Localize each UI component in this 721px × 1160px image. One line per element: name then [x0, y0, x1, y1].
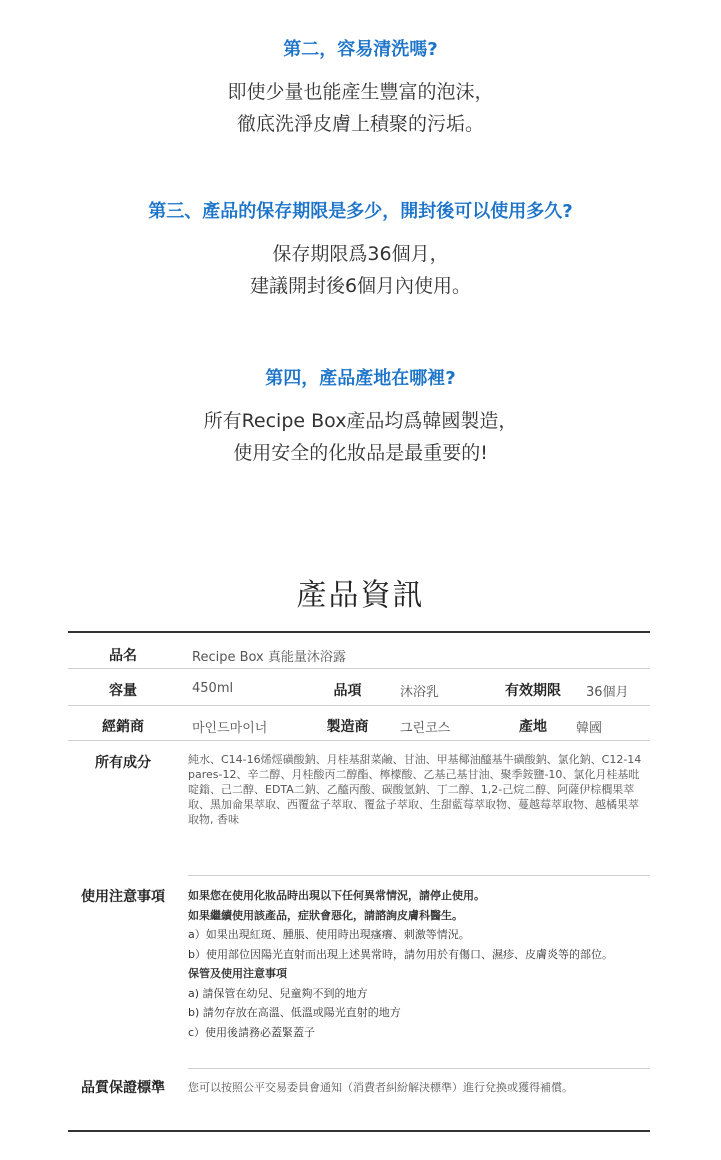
- faq-question: 第三、產品的保存期限是多少，開封後可以使用多久?: [148, 201, 573, 222]
- row-divider: [188, 875, 650, 876]
- distributor-value: 마인드마이너: [192, 721, 268, 736]
- manufacturer-label: 製造商: [326, 719, 369, 735]
- faq-question: 第四，產品產地在哪裡?: [265, 368, 456, 389]
- faq-block-4: [0, 367, 721, 469]
- distributor-label: 經銷商: [102, 719, 144, 735]
- capacity-value: 450ml: [192, 681, 234, 696]
- caution-label: 使用注意事項: [81, 889, 165, 905]
- origin-value: 韓國: [576, 721, 603, 736]
- origin-label: 產地: [519, 719, 547, 735]
- faq-answer-line: 建議開封後6個月內使用。: [249, 275, 472, 297]
- row-divider: [68, 668, 650, 669]
- faq-answer-line: 保存期限爲36個月，: [272, 243, 449, 265]
- caution-line: 如果您在使用化妝品時出現以下任何異常情況，請停止使用。: [188, 889, 485, 902]
- table-top-rule: [68, 631, 650, 633]
- caution-line: 保管及使用注意事項: [188, 967, 287, 980]
- expiry-value: 36個月: [586, 685, 629, 700]
- faq-answer-line: 所有Recipe Box產品均爲韓國製造，: [203, 410, 518, 432]
- faq-block-3: [0, 200, 721, 302]
- faq-block-2: [0, 38, 721, 140]
- row-divider: [68, 740, 650, 741]
- caution-line: c）使用後請務必蓋緊蓋子: [188, 1025, 316, 1039]
- caution-line: 如果繼續使用該產品，症狀會惡化，請諮詢皮膚科醫生。: [188, 908, 463, 922]
- table-bottom-rule: [68, 1130, 650, 1132]
- type-label: 品項: [333, 683, 362, 699]
- product-info-title: 產品資訊: [296, 578, 425, 613]
- ingredients-label: 所有成分: [95, 755, 151, 771]
- ingredients-value: 純水、C14-16烯烴磺酸鈉、月桂基甜菜鹼、甘油、甲基椰油醯基牛磺酸鈉、氯化鈉、C12-14 pares-12、辛二醇、月桂酸丙二醇酯、檸檬酸、乙基己基甘油、聚季銨鹽-10、氯化月桂基吡啶鎓、己二醇、EDTA二鈉、乙醯丙酸、碳酸氫鈉、丁二醇、1,2-己烷二醇、阿薩伊棕櫚果萃取、黑加侖果萃取、西覆盆子萃取、覆盆子萃取、生甜藍莓萃取物、蔓越莓萃取物、越橘果萃取物, 香味: [188, 753, 642, 826]
- caution-line: a）如果出現紅斑、腫脹、使用時出現瘙癢、刺激等情況。: [188, 928, 470, 941]
- row-divider: [68, 705, 650, 706]
- type-value: 沐浴乳: [400, 685, 440, 700]
- faq-question: 第二，容易清洗嗎?: [283, 39, 438, 60]
- caution-list: [188, 886, 668, 1042]
- manufacturer-value: 그린코스: [400, 721, 451, 736]
- expiry-label: 有效期限: [505, 683, 561, 699]
- caution-line: b) 請勿存放在高溫、低溫或陽光直射的地方: [188, 1006, 401, 1019]
- quality-value: 您可以按照公平交易委員會通知（消費者糾紛解決標準）進行兌換或獲得補償。: [188, 1081, 573, 1094]
- name-label: 品名: [109, 648, 137, 664]
- faq-answer-line: 徹底洗淨皮膚上積聚的污垢。: [236, 113, 484, 135]
- quality-label: 品質保證標準: [81, 1080, 165, 1096]
- faq-answer-line: 使用安全的化妝品是最重要的!: [233, 442, 488, 464]
- name-value: Recipe Box 真能量沐浴露: [192, 650, 346, 665]
- faq-answer-line: 即使少量也能產生豐富的泡沫，: [227, 81, 494, 103]
- capacity-label: 容量: [109, 683, 137, 699]
- caution-line: b）使用部位因陽光直射而出現上述異常時，請勿用於有傷口、濕疹、皮膚炎等的部位。: [188, 947, 613, 961]
- row-divider: [188, 1068, 650, 1069]
- caution-line: a) 請保管在幼兒、兒童夠不到的地方: [188, 986, 368, 1000]
